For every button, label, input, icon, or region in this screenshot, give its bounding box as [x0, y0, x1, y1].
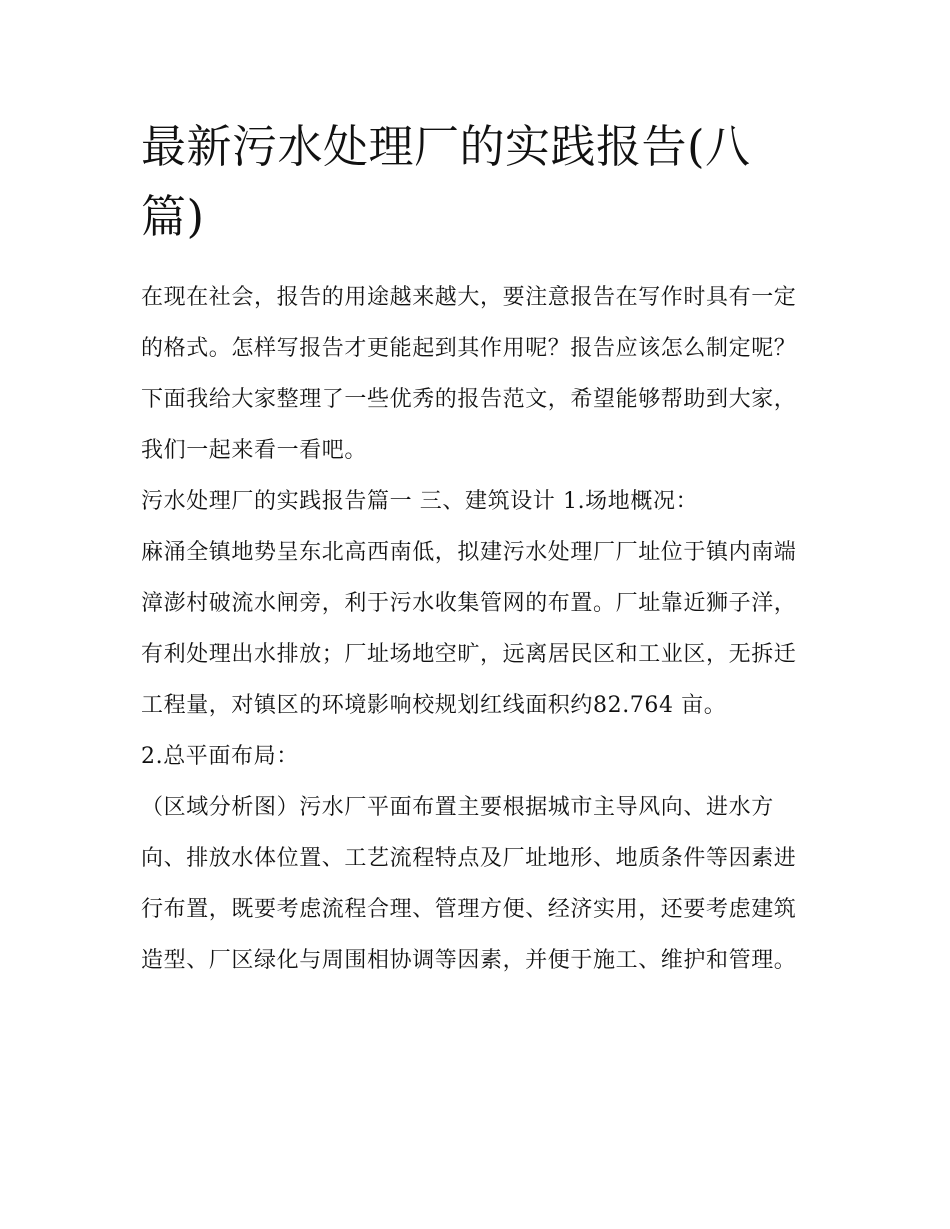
document-title: 最新污水处理厂的实践报告(八篇) [141, 120, 751, 243]
site-description-paragraph: 麻涌全镇地势呈东北高西南低，拟建污水处理厂厂址位于镇内南端漳澎村破流水闸旁，利于污水收集管网的布置。厂址靠近狮子洋，有利处理出水排放；厂址场地空旷，远离居民区和工业区，无拆迁工程量，对镇区的环境影响校规划红线面积约82.764 亩。 [141, 540, 797, 718]
section-heading-site-overview: 污水处理厂的实践报告篇一 三、建筑设计 1.场地概况： [141, 489, 699, 514]
layout-description-paragraph: （区域分析图）污水厂平面布置主要根据城市主导风向、进水方向、排放水体位置、工艺流程特点及厂址地形、地质条件等因素进行布置，既要考虑流程合理、管理方便、经济实用，还要考虑建筑造型、厂区绿化与周围相协调等因素，并便于施工、维护和管理。 [141, 795, 797, 973]
section-heading-general-layout: 2.总平面布局： [141, 744, 299, 769]
document-body [141, 112, 813, 986]
intro-paragraph: 在现在社会，报告的用途越来越大，要注意报告在写作时具有一定的格式。怎样写报告才更能起到其作用呢？报告应该怎么制定呢？下面我给大家整理了一些优秀的报告范文，希望能够帮助到大家，我们一起来看一看吧。 [141, 285, 797, 463]
